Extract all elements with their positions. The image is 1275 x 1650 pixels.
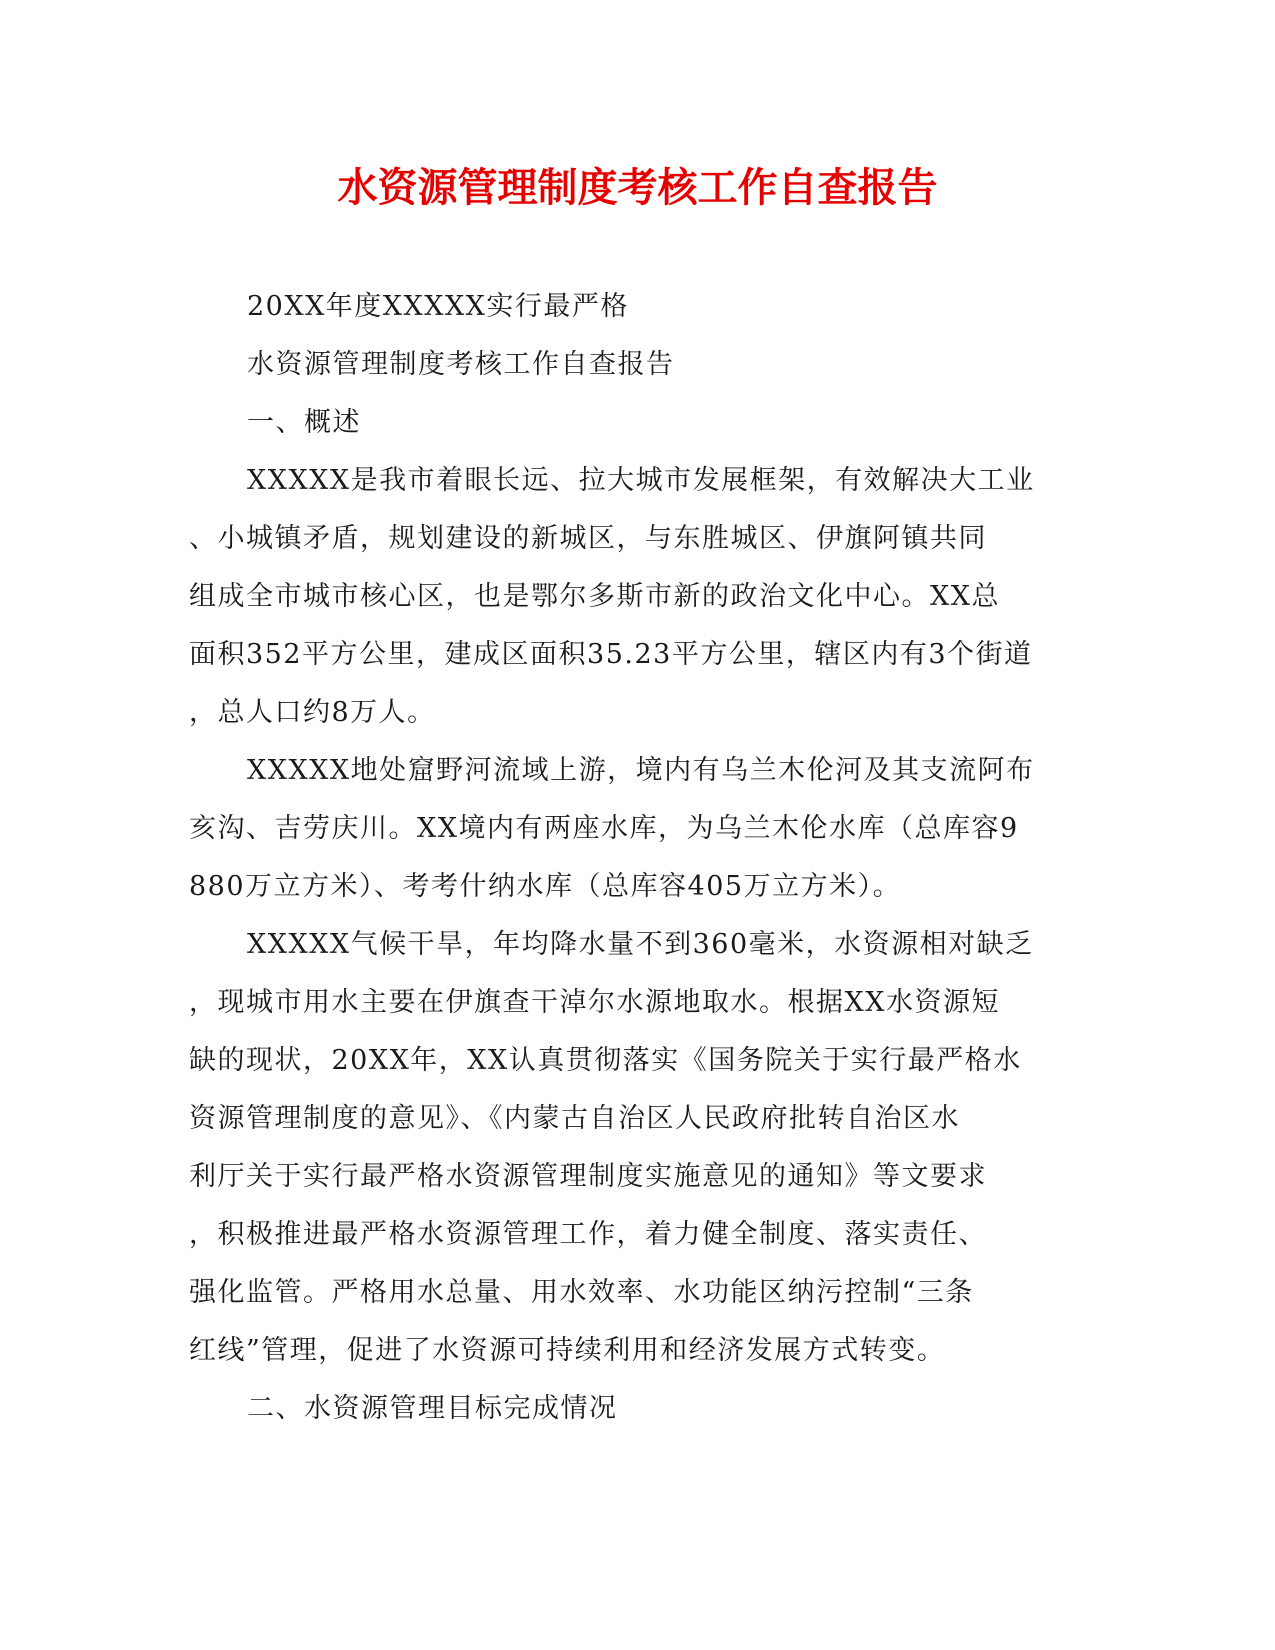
text-line: XXXXX气候干旱，年均降水量不到360毫米，水资源相对缺乏 [247,929,1034,960]
section-heading: 二、水资源管理目标完成情况 [247,1393,618,1424]
text-line: 、小城镇矛盾，规划建设的新城区，与东胜城区、伊旗阿镇共同 [189,523,987,554]
text-line: 利厅关于实行最严格水资源管理制度实施意见的通知》等文要求 [189,1161,987,1192]
text-line: 880万立方米）、考考什纳水库（总库容405万立方米）。 [189,871,902,902]
text-line: 资源管理制度的意见》、《内蒙古自治区人民政府批转自治区水 [189,1103,960,1134]
text-line: 强化监管。严格用水总量、用水效率、水功能区纳污控制“三条 [189,1277,974,1308]
document-title: 水资源管理制度考核工作自查报告 [337,165,938,211]
text-line: XXXXX地处窟野河流域上游，境内有乌兰木伦河及其支流阿布 [247,755,1035,786]
text-line: 面积352平方公里，建成区面积35.23平方公里，辖区内有3个街道 [189,639,1033,670]
section-heading: 一、概述 [247,407,361,438]
text-line: 20XX年度XXXXX实行最严格 [247,291,629,322]
text-line: ，积极推进最严格水资源管理工作，着力健全制度、落实责任、 [189,1219,987,1250]
text-line: ，总人口约8万人。 [189,697,436,728]
text-line: 组成全市城市核心区，也是鄂尔多斯市新的政治文化中心。XX总 [189,581,1000,612]
text-line: 水资源管理制度考核工作自查报告 [247,349,675,380]
text-line: ，现城市用水主要在伊旗查干淖尔水源地取水。根据XX水资源短 [189,987,1000,1018]
text-line: 亥沟、吉劳庆川。XX境内有两座水库，为乌兰木伦水库（总库容9 [189,813,1019,844]
text-line: XXXXX是我市着眼长远、拉大城市发展框架，有效解决大工业 [247,465,1035,496]
text-line: 红线”管理，促进了水资源可持续利用和经济发展方式转变。 [189,1335,946,1366]
text-line: 缺的现状，20XX年，XX认真贯彻落实《国务院关于实行最严格水 [189,1045,1022,1076]
